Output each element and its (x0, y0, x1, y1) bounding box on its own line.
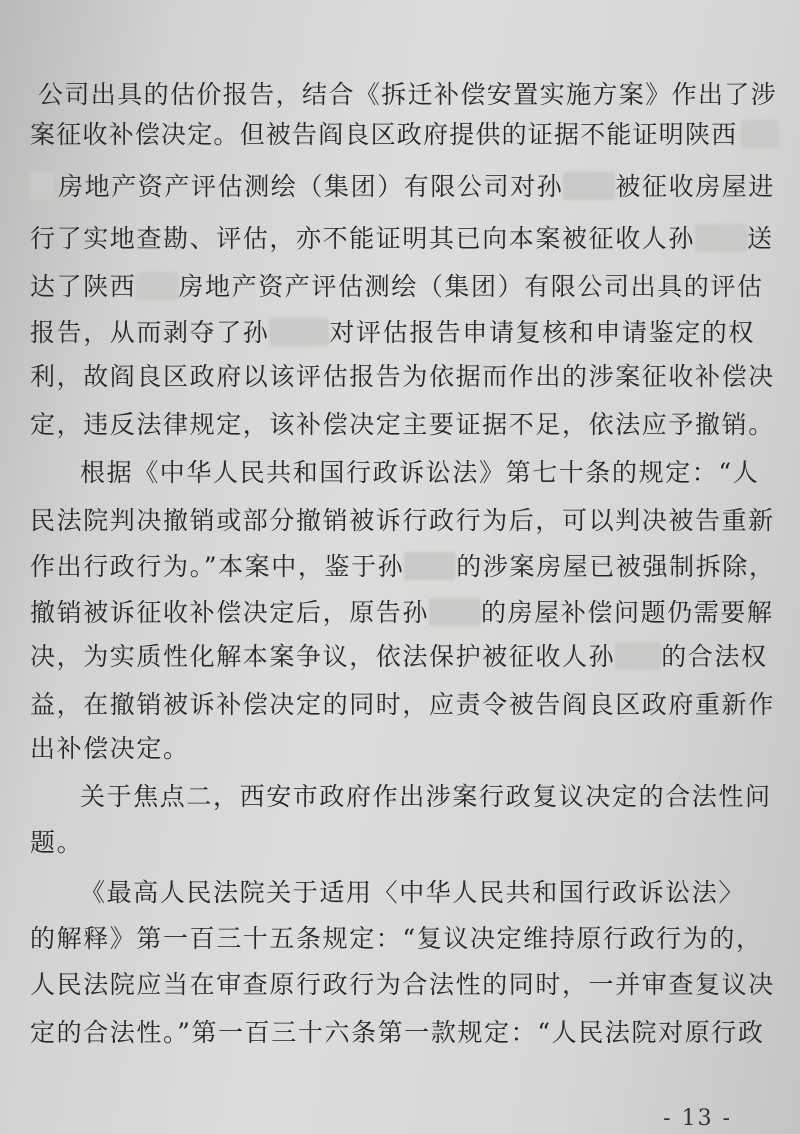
text-line (30, 690, 775, 720)
text-line (30, 552, 776, 582)
redaction-block (136, 272, 178, 300)
redaction-block (269, 318, 329, 346)
text-span: 决，为实质性化解本案争议，依法保护被征收人孙 (30, 642, 616, 671)
text-line (30, 318, 755, 348)
text-span: 报告，从而剥夺了孙 (30, 318, 270, 347)
text-span: 房地产资产评估测绘（集团）有限公司出具的评估 (178, 272, 764, 301)
text-line (80, 458, 759, 488)
text-line (30, 272, 764, 302)
text-span: 出补偿决定。 (30, 734, 190, 763)
text-span: 的涉案房屋已被强制拆除， (456, 552, 776, 581)
text-span: 公司出具的估价报告，结合《拆迁补偿安置实施方案》作出了涉 (38, 80, 778, 109)
text-span: 的房屋补偿问题仍需要解 (481, 598, 774, 627)
text-line (80, 878, 745, 908)
text-span: 人民法院应当在审查原行政行为合法性的同时，一并审查复议决 (30, 970, 775, 999)
text-span: 送 (747, 224, 774, 253)
text-line (30, 224, 774, 254)
text-span: 民法院判决撤销或部分撤销被诉行政行为后，可以判决被告重新 (30, 506, 775, 535)
text-line (30, 172, 775, 202)
redaction-block (563, 172, 615, 200)
text-span: 被征收房屋进 (615, 172, 776, 201)
text-span: 《最高人民法院关于适用〈中华人民共和国行政诉讼法〉 (80, 878, 746, 907)
text-line (30, 924, 763, 954)
text-line (30, 362, 775, 392)
text-span: 达了陕西 (30, 272, 137, 301)
text-span: 定的合法性。”第一百三十六条第一款规定：“人民法院对原行政 (30, 1018, 765, 1047)
text-span: 对评估报告申请复核和申请鉴定的权 (329, 318, 756, 347)
text-span: 根据《中华人民共和国行政诉讼法》第七十条的规定：“人 (80, 458, 760, 487)
text-line (38, 80, 777, 110)
text-line (80, 782, 772, 812)
text-span: 关于焦点二，西安市政府作出涉案行政复议决定的合法性问 (80, 782, 772, 811)
text-span: 房地产资产评估测绘（集团）有限公司对孙 (58, 172, 564, 201)
redaction-block (404, 552, 456, 580)
text-line (30, 120, 779, 150)
text-line (30, 828, 83, 858)
redaction-block (429, 598, 481, 626)
text-span: 的解释》第一百三十五条规定：“复议决定维持原行政行为的， (30, 924, 763, 953)
redaction-block (695, 224, 747, 252)
text-line (30, 506, 775, 536)
page-number: - 13 - (663, 1106, 732, 1131)
text-line (30, 410, 775, 440)
text-span: 定，违反法律规定，该补偿决定主要证据不足，依法应予撤销。 (30, 410, 775, 439)
redaction-block (615, 642, 661, 670)
text-line (30, 734, 190, 764)
text-line (30, 970, 775, 1000)
text-line (30, 1018, 764, 1048)
text-span: 作出行政行为。”本案中，鉴于孙 (30, 552, 405, 581)
text-line (30, 598, 774, 628)
text-span: 题。 (30, 828, 84, 857)
redaction-block (741, 120, 779, 148)
text-span: 行了实地查勘、评估，亦不能证明其已向本案被征收人孙 (30, 224, 696, 253)
text-span: 案征收补偿决定。但被告阎良区政府提供的证据不能证明陕西 (30, 120, 738, 149)
text-span: 撤销被诉征收补偿决定后，原告孙 (30, 598, 430, 627)
redaction-block (30, 172, 54, 200)
text-span: 的合法权 (661, 642, 768, 671)
text-span: 利，故阎良区政府以该评估报告为依据而作出的涉案征收补偿决 (30, 362, 775, 391)
text-span: 益，在撤销被诉补偿决定的同时，应责令被告阎良区政府重新作 (30, 690, 775, 719)
text-line (30, 642, 768, 672)
